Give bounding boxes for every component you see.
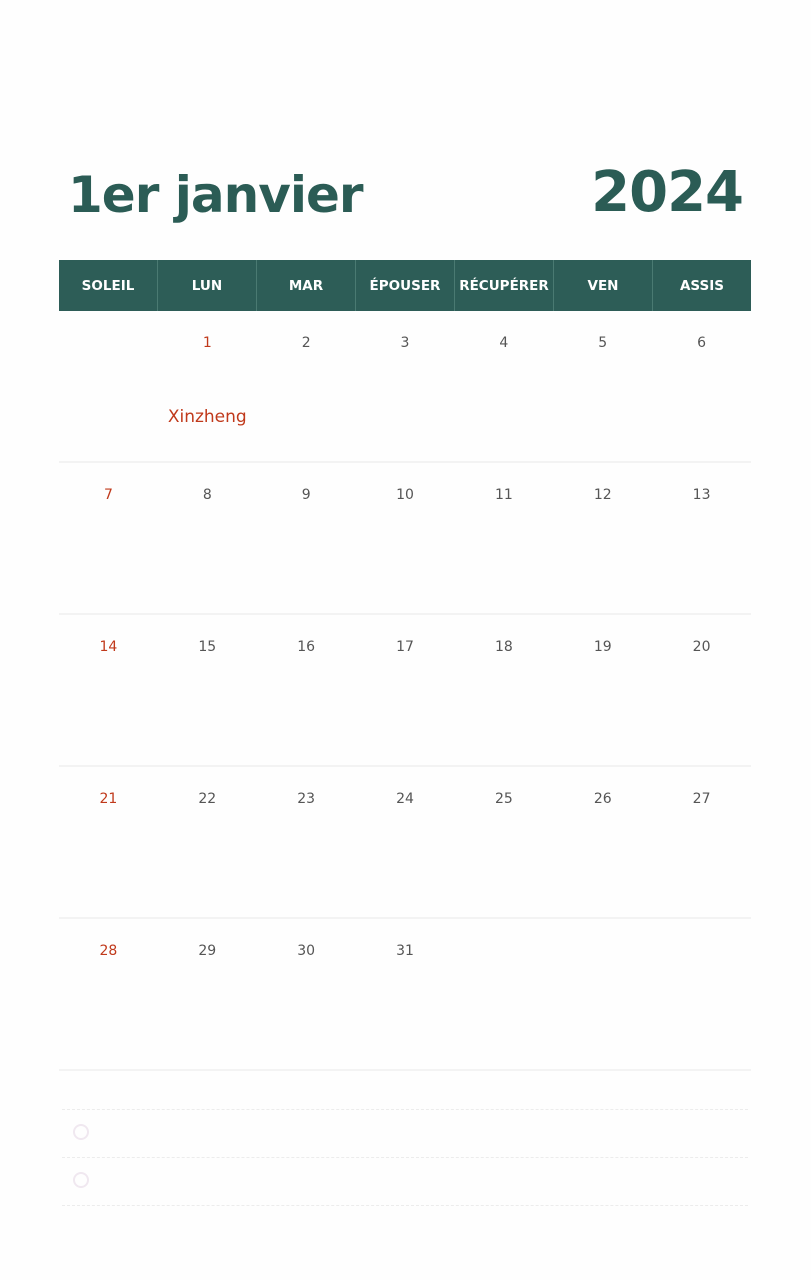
day-cell[interactable] xyxy=(59,463,158,613)
week-row xyxy=(59,919,751,1071)
day-cell[interactable] xyxy=(454,311,553,461)
month-title: 1er janvier xyxy=(68,166,363,224)
day-cell[interactable] xyxy=(257,311,356,461)
day-number: 5 xyxy=(598,335,608,351)
day-number: 20 xyxy=(692,639,711,655)
day-cell[interactable] xyxy=(257,463,356,613)
day-number: 14 xyxy=(99,639,118,655)
day-number: 24 xyxy=(396,791,414,807)
day-cell[interactable] xyxy=(553,919,652,1069)
day-number: 13 xyxy=(692,487,711,503)
day-cell[interactable] xyxy=(553,463,652,613)
day-number: 21 xyxy=(99,791,118,807)
weekday-wed: ÉPOUSER xyxy=(355,260,454,311)
calendar-grid xyxy=(59,260,751,1071)
event-label[interactable]: Xinzheng xyxy=(167,407,247,427)
weekday-tue: MAR xyxy=(256,260,355,311)
year-label: 2024 xyxy=(591,160,743,225)
day-number: 19 xyxy=(593,639,612,655)
weekday-sat: ASSIS xyxy=(652,260,751,311)
day-cell[interactable] xyxy=(652,311,751,461)
day-number: 15 xyxy=(198,639,217,655)
day-number: 2 xyxy=(301,335,311,351)
day-number: 4 xyxy=(499,335,509,351)
day-cell[interactable] xyxy=(652,463,751,613)
day-number: 1 xyxy=(202,335,212,351)
day-number: 9 xyxy=(301,487,311,503)
day-number: 31 xyxy=(396,943,414,959)
day-cell[interactable] xyxy=(257,615,356,765)
day-cell[interactable] xyxy=(257,919,356,1069)
day-cell[interactable] xyxy=(158,463,257,613)
day-number: 3 xyxy=(400,335,410,351)
day-number: 6 xyxy=(697,335,707,351)
day-number: 11 xyxy=(494,487,513,503)
day-cell[interactable] xyxy=(158,919,257,1069)
day-number: 27 xyxy=(692,791,711,807)
week-row xyxy=(59,767,751,919)
weekday-sun: SOLEIL xyxy=(81,277,135,294)
week-row xyxy=(59,463,751,615)
week-row xyxy=(59,311,751,463)
day-cell[interactable] xyxy=(652,919,751,1069)
day-cell[interactable] xyxy=(652,767,751,917)
weekday-header xyxy=(59,260,751,311)
day-number: 7 xyxy=(103,487,113,503)
day-number: 17 xyxy=(396,639,414,655)
day-number: 28 xyxy=(99,943,118,959)
day-number: 18 xyxy=(494,639,513,655)
day-cell[interactable] xyxy=(356,615,455,765)
day-number: 29 xyxy=(198,943,217,959)
day-cell[interactable] xyxy=(356,463,455,613)
day-cell[interactable] xyxy=(257,767,356,917)
day-number: 25 xyxy=(494,791,513,807)
day-cell[interactable] xyxy=(59,767,158,917)
notes-section xyxy=(62,1062,748,1206)
day-cell[interactable] xyxy=(553,767,652,917)
day-number: 26 xyxy=(593,791,612,807)
day-cell[interactable] xyxy=(553,311,652,461)
notes-spacer xyxy=(62,1062,748,1110)
day-number: 16 xyxy=(297,639,316,655)
note-line[interactable] xyxy=(62,1158,748,1206)
day-number: 10 xyxy=(396,487,414,503)
week-row xyxy=(59,615,751,767)
day-number: 8 xyxy=(202,487,212,503)
day-cell[interactable] xyxy=(454,615,553,765)
day-cell[interactable] xyxy=(59,919,158,1069)
day-cell[interactable] xyxy=(356,767,455,917)
day-cell[interactable] xyxy=(454,919,553,1069)
day-number: 12 xyxy=(593,487,612,503)
checkbox-circle-icon[interactable] xyxy=(73,1124,89,1140)
day-cell[interactable] xyxy=(158,767,257,917)
weekday-mon: LUN xyxy=(157,260,256,311)
day-number: 30 xyxy=(297,943,316,959)
day-cell[interactable] xyxy=(158,311,257,461)
day-cell[interactable] xyxy=(158,615,257,765)
weekday-thu: RÉCUPÉRER xyxy=(454,260,553,311)
day-cell[interactable] xyxy=(59,615,158,765)
checkbox-circle-icon[interactable] xyxy=(73,1172,89,1188)
weekday-fri: VEN xyxy=(553,260,652,311)
day-number: 22 xyxy=(198,791,217,807)
day-number: 23 xyxy=(297,791,316,807)
day-cell[interactable] xyxy=(59,311,158,461)
day-cell[interactable] xyxy=(454,767,553,917)
day-cell[interactable] xyxy=(356,311,455,461)
note-line[interactable] xyxy=(62,1110,748,1158)
day-cell[interactable] xyxy=(652,615,751,765)
day-cell[interactable] xyxy=(356,919,455,1069)
day-cell[interactable] xyxy=(454,463,553,613)
day-cell[interactable] xyxy=(553,615,652,765)
